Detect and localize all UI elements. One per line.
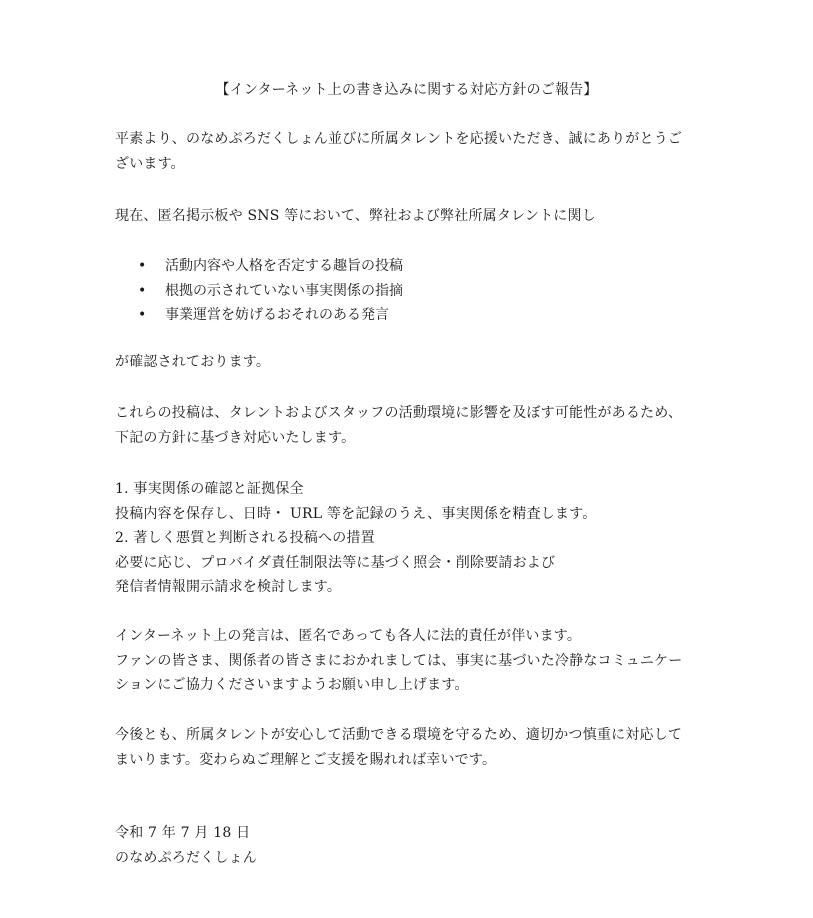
confirmed-paragraph [115, 350, 715, 375]
policy-intro-paragraph [115, 401, 715, 450]
signature-block [115, 821, 715, 870]
policy-detail-1: 投稿内容を保存し、日時・ URL 等を記録のうえ、事実関係を精査します。 [115, 505, 597, 522]
confirmed-line: が確認されております。 [115, 354, 271, 370]
responsibility-line: ファンの皆さま、関係者の皆さまにおかれましては、事実に基づいた冷静なコミュニケー [115, 652, 683, 669]
responsibility-line: インターネット上の発言は、匿名であっても各人に法的責任が伴います。 [115, 628, 582, 644]
responsibility-paragraph [115, 624, 715, 698]
policy-intro-line: 下記の方針に基づき対応いたします。 [115, 429, 356, 446]
intro-paragraph [115, 204, 715, 229]
signature-company: のなめぷろだくしょん [115, 849, 257, 866]
greeting-paragraph [115, 127, 715, 176]
policy-intro-line: これらの投稿は、タレントおよびスタッフの活動環境に影響を及ぼす可能性があるため、 [115, 405, 683, 421]
greeting-line: ざいます。 [115, 155, 185, 172]
responsibility-line: ションにご協力くださいますようお願い申し上げます。 [115, 677, 469, 693]
policy-detail-2b: 発信者情報開示請求を検討します。 [115, 579, 342, 595]
list-item: • 事業運営を妨げるおそれのある発言 [135, 303, 403, 328]
list-item: • 根拠の示されていない事実関係の指摘 [135, 279, 403, 304]
signature-date: 令和 7 年 7 月 18 日 [115, 825, 251, 841]
list-item: • 活動内容や人格を否定する趣旨の投稿 [135, 254, 403, 279]
intro-line: 現在、匿名掲示板や SNS 等において、弊社および弊社所属タレントに関し [115, 208, 596, 224]
closing-line: 今後とも、所属タレントが安心して活動できる環境を守るため、適切かつ慎重に対応して [115, 727, 683, 743]
policy-heading-2: 2. 著しく悪質と判断される投稿への措置 [115, 530, 375, 546]
issue-list [135, 254, 403, 328]
greeting-line: 平素より、のなめぷろだくしょん並びに所属タレントを応援いただき、誠にありがとうご [115, 131, 683, 147]
policy-heading-1: 1. 事実関係の確認と証拠保全 [115, 481, 304, 497]
policy-detail-2: 必要に応じ、プロバイダ責任制限法等に基づく照会・削除要請および [115, 554, 556, 571]
policy-list [115, 477, 715, 600]
document-title: 【インターネット上の書き込みに関する対応方針のご報告】 [215, 82, 598, 98]
closing-paragraph [115, 723, 715, 772]
closing-line: まいります。変わらぬご理解とご支援を賜れれば幸いです。 [115, 751, 497, 768]
